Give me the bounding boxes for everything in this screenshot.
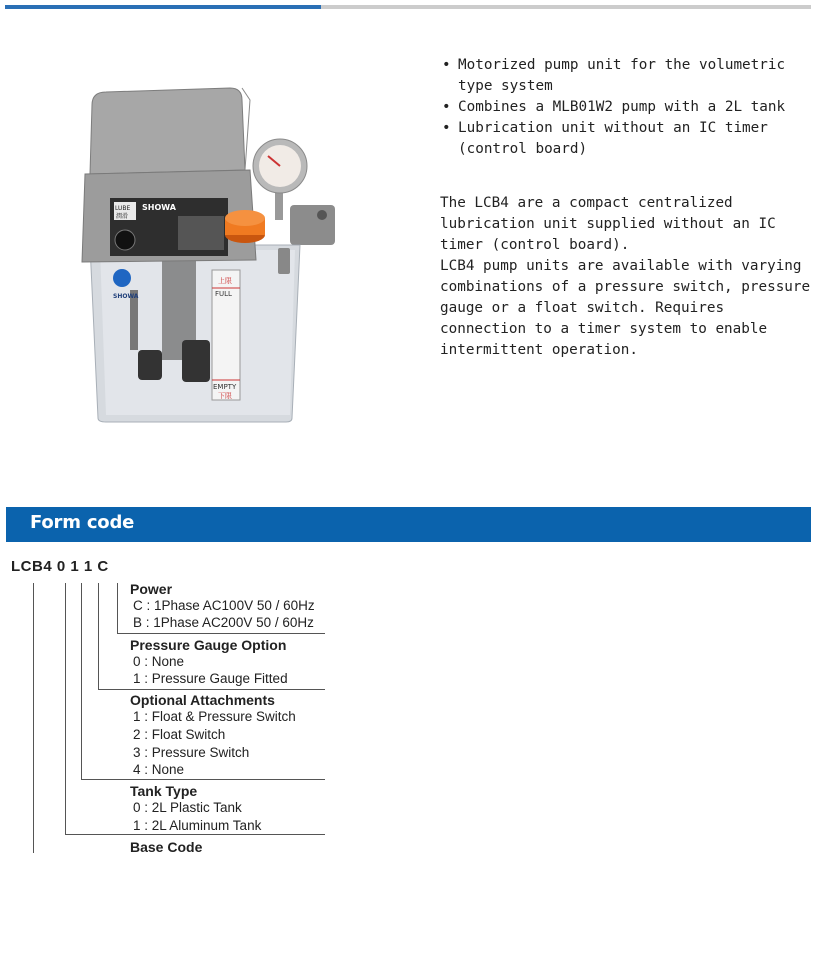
code-line-power [117,583,118,633]
option-attachment-4: 4 : None [133,762,185,777]
svg-text:上限: 上限 [218,277,232,285]
group-title-attachments: Optional Attachments [130,692,275,708]
group-title-power: Power [130,581,173,597]
form-code-header [6,507,811,542]
code-line-attachments [81,583,82,779]
switch-knob [115,230,135,250]
product-description [440,193,815,361]
code-line-tank [65,583,66,834]
group-title-base: Base Code [130,839,203,855]
group-title-tank: Tank Type [130,783,198,799]
feature-item: • Combines a MLB01W2 pump with a 2L tank [440,97,815,118]
section-title: Form code [30,512,135,533]
option-attachment-3: 3 : Pressure Switch [133,745,250,760]
svg-text:SHOWA: SHOWA [142,203,176,212]
description-paragraph: The LCB4 are a compact centralized lubrication unit supplied without an IC timer (control board). [440,195,776,253]
group-title-gauge: Pressure Gauge Option [130,637,287,653]
svg-text:LUBE: LUBE [115,205,131,212]
svg-text:FULL: FULL [215,290,232,298]
option-attachment-1: 1 : Float & Pressure Switch [133,709,296,724]
brand-logo-icon [113,269,131,287]
feature-item: • Motorized pump unit for the volumetric type system [440,55,815,97]
option-power-b: B : 1Phase AC200V 50 / 60Hz [133,615,314,630]
option-tank-0: 0 : 2L Plastic Tank [133,800,242,815]
option-gauge-0: 0 : None [133,654,185,669]
separator-gauge [98,689,325,690]
separator-power [117,633,325,634]
svg-text:EMPTY: EMPTY [213,383,237,391]
option-power-c: C : 1Phase AC100V 50 / 60Hz [133,598,315,613]
form-code-value: LCB4 0 1 1 C [11,558,109,575]
code-line-base [33,583,34,853]
pump-cover [90,88,245,174]
option-attachment-2: 2 : Float Switch [133,727,226,742]
product-image [70,70,360,450]
description-paragraph: LCB4 pump units are available with varying combinations of a pressure switch, pressure gauge or a float switch. Requires connection to a timer system to enable intermittent operation. [440,258,811,358]
feature-list [440,55,815,160]
separator-attachments [81,779,325,780]
option-gauge-1: 1 : Pressure Gauge Fitted [133,671,288,686]
separator-tank [65,834,325,835]
top-divider [5,5,811,9]
code-line-gauge [98,583,99,689]
mounting-bracket [290,205,335,245]
svg-text:SHOWA: SHOWA [113,293,139,300]
svg-text:潤滑: 潤滑 [116,213,129,220]
option-tank-1: 1 : 2L Aluminum Tank [133,818,262,833]
top-divider-accent [5,5,321,9]
feature-item: • Lubrication unit without an IC timer (control board) [440,118,815,160]
svg-text:下限: 下限 [218,392,232,400]
